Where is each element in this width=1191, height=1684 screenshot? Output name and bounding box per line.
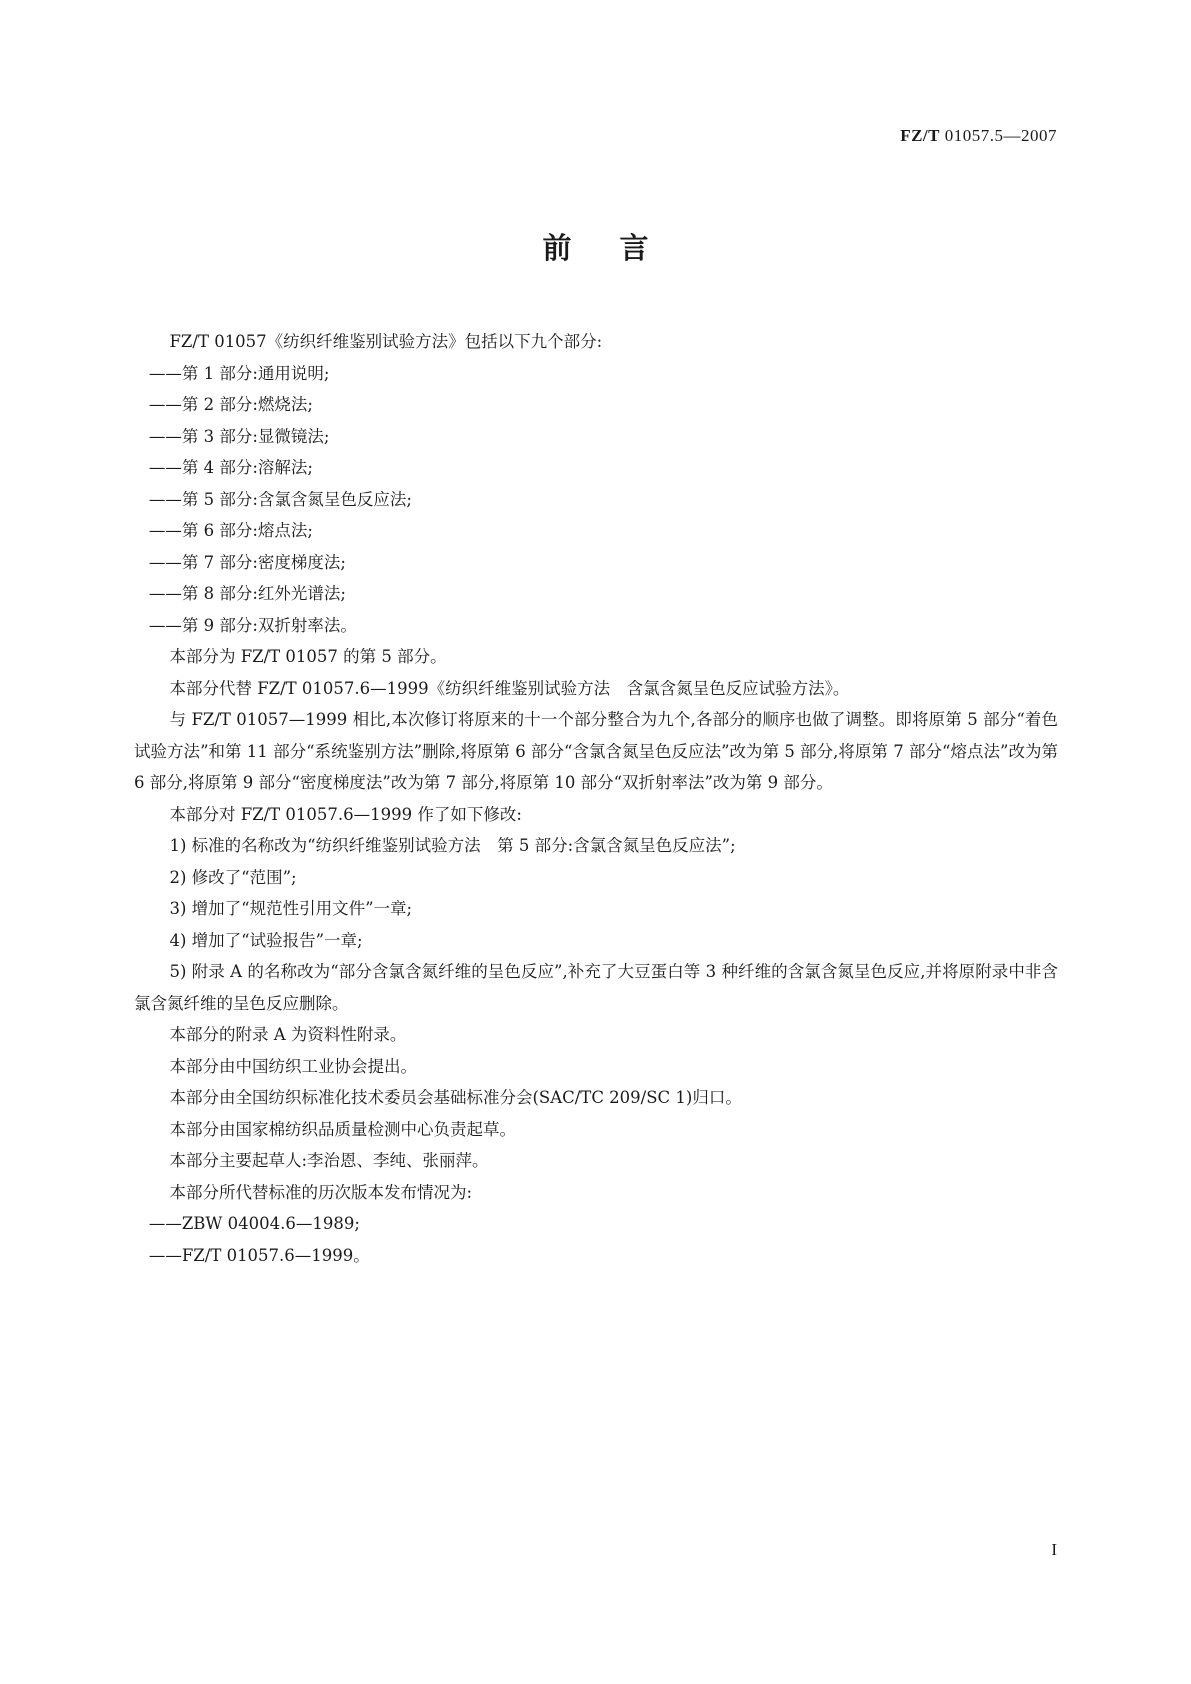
centralized-paragraph: 本部分由全国纺织标准化技术委员会基础标准分会(SAC/TC 209/SC 1)归口。 [169, 1088, 742, 1107]
change-item: 4) 增加了“试验报告”一章; [169, 930, 363, 950]
change-item: 3) 增加了“规范性引用文件”一章; [169, 899, 413, 918]
history-intro-paragraph: 本部分所代替标准的历次版本发布情况为: [169, 1182, 473, 1202]
proposer-paragraph: 本部分由中国纺织工业协会提出。 [169, 1056, 417, 1076]
change-item: 5) 附录 A 的名称改为“部分含氯含氮纤维的呈色反应”,补充了大豆蛋白等 3 种纤维的含氯含氮呈色反应,并将原附录中非含氯含氮纤维的呈色反应删除。 [134, 962, 1058, 1013]
list-item: ——第 2 部分:燃烧法; [148, 395, 313, 414]
this-part-paragraph: 本部分为 FZ/T 01057 的第 5 部分。 [169, 647, 447, 666]
intro-paragraph: FZ/T 01057《纺织纤维鉴别试验方法》包括以下九个部分: [169, 332, 603, 351]
list-item: ——第 3 部分:显微镜法; [148, 426, 330, 446]
list-item: ——第 8 部分:红外光谱法; [148, 584, 346, 603]
list-item: ——第 4 部分:溶解法; [148, 458, 313, 477]
list-item: ——FZ/T 01057.6—1999。 [148, 1245, 370, 1265]
annex-paragraph: 本部分的附录 A 为资料性附录。 [169, 1025, 407, 1044]
foreword-body [134, 326, 1058, 1271]
page-title: 前言 [542, 231, 697, 265]
list-item: ——第 5 部分:含氯含氮呈色反应法; [148, 489, 412, 509]
drafting-unit-paragraph: 本部分由国家棉纺织品质量检测中心负责起草。 [169, 1119, 516, 1139]
changes-intro-paragraph: 本部分对 FZ/T 01057.6—1999 作了如下修改: [169, 804, 522, 824]
change-item: 2) 修改了“范围”; [169, 867, 297, 887]
replaces-paragraph: 本部分代替 FZ/T 01057.6—1999《纺织纤维鉴别试验方法 含氯含氮呈色反应试验方法》。 [169, 678, 850, 698]
list-item: ——第 1 部分:通用说明; [148, 363, 330, 383]
change-item: 1) 标准的名称改为“纺织纤维鉴别试验方法 第 5 部分:含氯含氮呈色反应法”; [169, 836, 736, 855]
list-item: ——ZBW 04004.6—1989; [148, 1214, 360, 1233]
drafters-paragraph: 本部分主要起草人:李治恩、李纯、张丽萍。 [169, 1151, 489, 1170]
list-item: ——第 9 部分:双折射率法。 [148, 615, 357, 635]
standard-code [900, 126, 1057, 146]
comparison-paragraph: 与 FZ/T 01057—1999 相比,本次修订将原来的十一个部分整合为九个,各部分的顺序也做了调整。即将原第 5 部分“着色试验方法”和第 11 部分“系统鉴别方法”删除,将原第 6 部分“含氯含氮呈色反应法”改为第 5 部分,将原第 7 部分“熔点法”改为第 6 部分,将原第 9 部分“密度梯度法”改为第 7 部分,将原第 10 部分“双折射率法”改为第 9 部分。 [134, 710, 1058, 792]
standard-code-number: 01057.5—2007 [940, 126, 1057, 145]
standard-code-prefix: FZ/T [900, 126, 940, 145]
page-number: I [1051, 1540, 1057, 1559]
list-item: ——第 6 部分:熔点法; [148, 521, 313, 540]
list-item: ——第 7 部分:密度梯度法; [148, 552, 346, 572]
